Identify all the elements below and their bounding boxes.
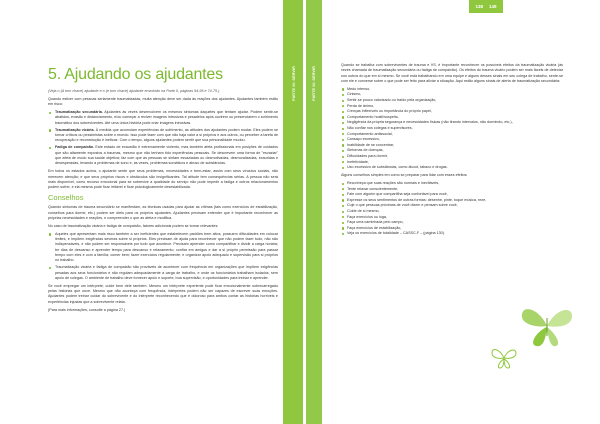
term-label: Fadiga de compaixão.: [55, 145, 95, 150]
list-item: [48, 145, 278, 166]
list-item-text: Traumatização vicária e fadiga de compaixão são prováveis de acontecer com frequência em organizações que impõem exigências pesadas aos seus funcionários e não regulam adequadamente a carga de trabalho, e onde os funcionários trabalham isolados, sem apoio de colegas. O ambiente de trabalho deve fornecer apoio e suporte, boa supervisão, e oportunidades para treinar e aprender.: [55, 265, 278, 280]
bullet-icon: [342, 183, 344, 185]
bullet-icon: [342, 222, 344, 224]
bullet-icon: [49, 267, 51, 269]
list-item-text: Cuje o que pessoas próximas de você dizem e pensam sobre você,: [347, 203, 458, 208]
term-description: Ajudantes às vezes desenvolvem os mesmos sintomas daqueles que tentam ajudar. Podem sentir-se abatidos, evasão e distanciamento, e/ou começar a reviver imagens intrusivas e pesadelos após ouvirem ou presenciarem o sofrimento traumático dos sobreviventes. Até uma única história pode criar imagens intrusivas.: [55, 110, 278, 125]
body-paragraph: Alguns conselhos simples em como se preparar para lidar com esses efeitos:: [341, 173, 468, 178]
bullet-icon: [342, 161, 344, 163]
bullet-icon: [49, 147, 51, 149]
list-item-text: Sentir-se pouco valorizado ou traído pela organização,: [347, 97, 437, 102]
bullet-icon: [342, 211, 344, 213]
right-page-column: [341, 63, 563, 239]
bullet-icon: [342, 139, 344, 141]
term-description: Este estado de exaustão é extremamente violento, mas também afeta profissionais em posições de cuidados que são altamente expostos a traumas, mesmo que não tenham tido experiências pessoais. Se descrevem uma forma de "esvaziar" que afeta de modo sua saúde objetiva; faz com que as pessoas se sintam esvaziadas ou desmotivadas, desmoralizadas, exauridas e desesperadas, levando a problemas de sono e, às vezes, problemas somáticos e abuso de substâncias.: [55, 145, 278, 166]
spine-label-left: PARTE III: SERVIR: [292, 66, 296, 101]
list-item-text: Medo intenso,: [347, 86, 371, 91]
warning-signs-list: [341, 87, 563, 171]
bullet-icon: [49, 112, 51, 114]
bullet-icon: [342, 128, 344, 130]
intro-paragraph: Quando estiver com pessoas seriamente traumatizadas, muita atenção deve ser dada às reações dos ajudantes. Ajudantes também estão em risco:: [48, 96, 278, 107]
list-item-text: Dificuldades para dormir,: [347, 153, 388, 158]
advice-list: [48, 232, 278, 281]
list-item-text: Inabilidade de se concentrar,: [347, 142, 395, 147]
bullet-icon: [342, 167, 344, 169]
bullet-icon: [342, 116, 344, 118]
bullet-icon: [49, 233, 51, 235]
list-item-text: Faça exercícios ou ioga,: [347, 214, 387, 219]
bullet-icon: [342, 111, 344, 113]
term-description: À medida que acumulam experiências de sofrimento, as atitudes dos ajudantes podem mudar. Eles podem se tornar críticos ou pessimistas sobre o mundo. Isso pode fazer com que não haja valor a si próprios e aos outros, ou perceber a tarefa de recuperação e reconstrução é ineficaz. Com o tempo, alguns ajudantes podem sentir que sua personalidade mudou.: [55, 127, 278, 143]
list-item-text: Cansaço excessivo,: [347, 137, 380, 142]
list-item-text: Negligência da própria segurança e necessidades físicas (não tirando intervalos, não dormindo, etc.),: [347, 120, 513, 125]
left-page-column: [48, 66, 278, 316]
butterfly-large-icon: [518, 300, 576, 352]
bullet-icon: [342, 188, 344, 190]
term-label: Traumatização secundária.: [55, 110, 103, 115]
list-item-text: Reconheça que suas reações são normais e inevitáveis,: [347, 180, 440, 185]
list-item: [48, 128, 278, 144]
bullet-icon: [342, 100, 344, 102]
list-item-text: Cuide de si mesmo,: [347, 208, 380, 213]
advice-list: [341, 181, 563, 237]
list-item-text: Sintomas de doenças,: [347, 148, 384, 153]
section-heading: Conselhos: [48, 193, 84, 203]
cross-reference-note: (Veja o (A tom chave) ajudante e o (e tom chave) ajudante envolvido na Parte II, páginas 94-96 e 74-75.): [48, 89, 220, 93]
bullet-icon: [342, 94, 344, 96]
chapter-title: 5. Ajudando os ajudantes: [48, 66, 223, 83]
bullet-icon: [342, 105, 344, 107]
list-item-text: Comportamento hostil/suspeito,: [347, 114, 399, 119]
bullet-icon: [342, 233, 344, 235]
spine-bar-right: [306, 0, 322, 424]
list-item-text: Aqueles que apresentam mais risco também a ser ineficientes que estabelecem padrões bem altos, possuem dificuldades em colocar limites, e impõem exigências severas sobre si próprios. Eles precisam de ajuda para reconhecer que não podem fazer tudo, não são indispensáveis, e não podem ser responsáveis por tudo que acontece. Precisam aprender como compartilhar e dividir a carga horária; ter dias de descanso e aprender tempo para descanso e relaxamento; confiar em amigos e dar a si próprio permissão para passar tempo com eles e com a família; comer bem; fazer exercícios regularmente; e organizar apoio adequado e supervisão para si próprios no trabalho.: [55, 231, 278, 263]
body-paragraph: Quando se trabalha com sobreviventes de trauma e VS, é importante reconhecer os possíveis efeitos da traumatização vicária (às vezes chamada de traumatização secundária ou fadiga de compaixão). Os efeitos do trauma vicário podem ser mais fáceis de detectar nos outros do que em si mesmo. Se você está trabalhando em uma equipe e alguns desses sinais em seu colega de trabalho, sente-se com ele e converse sobre o que pode ser feito para aliviar a situação. Aqui estão alguns sinais de alerta de traumatização secundária:: [341, 63, 563, 83]
page-number-right: 149: [489, 4, 497, 9]
list-item-text: Perda de ânimo,: [347, 103, 375, 108]
list-item-text: Tente relaxar conscientemente,: [347, 186, 399, 191]
page-number-tab: [469, 0, 503, 13]
list-item: [341, 165, 563, 171]
list-item-text: Expresse os seus sentimentos de outras formas: desenhe, pinte, toque música, reze,: [347, 197, 487, 202]
list-item-text: Inefetividade,: [347, 159, 369, 164]
footnote-link[interactable]: (Para mais informações, consulte a página 27.): [48, 307, 126, 312]
list-item-text: Cinismo,: [347, 92, 362, 97]
list-item-text: Não confiar nos colegas e supervisores,: [347, 125, 413, 130]
bullet-icon: [342, 150, 344, 152]
term-label: Traumatização vicária.: [55, 127, 95, 132]
risk-list: [48, 110, 278, 167]
list-item: [48, 265, 278, 281]
body-paragraph: Em todos os estados acima, o ajudante sente que seus problemas, necessidades e bem-estar, assim com seus vínculos sociais, não merecem atenção; e que seus próprios riscos e obstáculos são insignificantes. Tal atitude tem consequências sérias. A pessoa não será mais disponível, como recurso emocional para se sobrevive a qualidade do serviço não pode impedir a fadiga e outros relacionamentos podem sofrer, e ela mesma pode ficar irritável e ficar psicologicamente desestabilizada.: [48, 169, 278, 190]
list-item-text: Comportamento antissocial,: [347, 131, 393, 136]
body-paragraph: Se você empregar um intérprete, cuide bem dele também. Mesmo um intérprete experiente pode ficar emocionalmente sobrecarregado pelas histórias que ouve. Mesmo que não aconteça com frequência, intérpretes podem não ser capazes de escrever suas emoções. Ajudantes podem treinar cuidar do sobrevivente e do intérprete reconhecendo que é doloroso para ambos contar as histórias horríveis e experiências injustas que a sobrevivente relata.: [48, 283, 278, 304]
bullet-icon: [342, 216, 344, 218]
list-item-text[interactable]: Veja os exercícios de totalidade – CASSC-F – (página 130).: [347, 231, 445, 236]
list-item-text: Faça exercícios de estabilização,: [347, 225, 402, 230]
list-item: [48, 232, 278, 264]
bullet-icon: [342, 227, 344, 229]
bullet-icon: [49, 129, 51, 131]
list-item: [48, 110, 278, 126]
list-item-text: Faça uma caminhada pelo campo,: [347, 220, 404, 225]
spine-bar-left: [283, 0, 303, 424]
bullet-icon: [342, 133, 344, 135]
bullet-icon: [342, 122, 344, 124]
butterfly-small-icon: [490, 345, 518, 371]
bullet-icon: [342, 156, 344, 158]
bullet-icon: [342, 199, 344, 201]
bullet-icon: [342, 88, 344, 90]
body-paragraph: No caso de traumatização vicária e fadiga de compaixão, fatores adicionais podem se tornar relevantes:: [48, 223, 219, 228]
spine-label-right: PARTE III: SERVIR: [312, 66, 316, 101]
list-item-text: Crenças inflexíveis ou importância do próprio papel,: [347, 109, 432, 114]
page-number-left: 138: [475, 4, 483, 9]
bullet-icon: [342, 205, 344, 207]
list-item-text: Uso excessivo de substâncias, como álcool, tabaco e drogas.: [347, 165, 448, 170]
body-paragraph: Quando sintomas de trauma secundário se manifestam, as técnicas usadas para ajudar as vítimas (tais como exercícios de estabilização, conselhos para dormir, etc.) podem ser úteis para os próprios ajudantes. Ajudantes precisam entender que é importante reconhecer as próprias necessidades e reações, e compreender o que as afeta e modifica.: [48, 205, 278, 221]
bullet-icon: [342, 194, 344, 196]
list-item: [341, 231, 563, 237]
list-item-text: Fale com alguém que compartilha seja confortável para você,: [347, 192, 448, 197]
bullet-icon: [342, 144, 344, 146]
